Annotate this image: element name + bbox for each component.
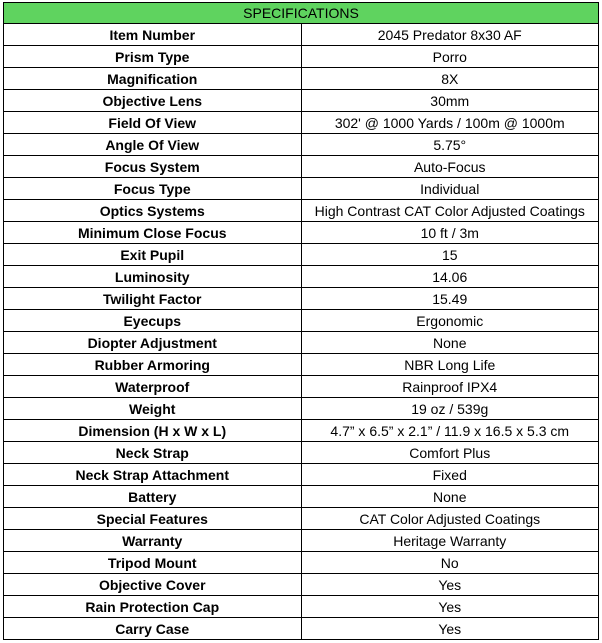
spec-label: Rubber Armoring (4, 354, 302, 376)
spec-value: Yes (301, 618, 599, 640)
spec-label: Minimum Close Focus (4, 222, 302, 244)
spec-label: Optics Systems (4, 200, 302, 222)
table-row (4, 112, 599, 134)
table-row (4, 442, 599, 464)
table-row (4, 24, 599, 46)
spec-label: Dimension (H x W x L) (4, 420, 302, 442)
spec-label: Rain Protection Cap (4, 596, 302, 618)
spec-value: Comfort Plus (301, 442, 599, 464)
spec-label: Weight (4, 398, 302, 420)
table-row (4, 46, 599, 68)
spec-label: Tripod Mount (4, 552, 302, 574)
table-header-row (4, 3, 599, 24)
spec-value: Rainproof IPX4 (301, 376, 599, 398)
spec-label: Objective Cover (4, 574, 302, 596)
table-body (4, 24, 599, 640)
table-row (4, 552, 599, 574)
specifications-table (3, 2, 599, 640)
table-row (4, 376, 599, 398)
spec-label: Neck Strap Attachment (4, 464, 302, 486)
table-row (4, 288, 599, 310)
table-row (4, 332, 599, 354)
spec-value: 30mm (301, 90, 599, 112)
spec-label: Prism Type (4, 46, 302, 68)
table-row (4, 618, 599, 640)
spec-label: Angle Of View (4, 134, 302, 156)
spec-label: Diopter Adjustment (4, 332, 302, 354)
spec-value: 302' @ 1000 Yards / 100m @ 1000m (301, 112, 599, 134)
spec-value: Ergonomic (301, 310, 599, 332)
spec-label: Magnification (4, 68, 302, 90)
spec-label: Twilight Factor (4, 288, 302, 310)
table-row (4, 486, 599, 508)
spec-value: High Contrast CAT Color Adjusted Coatings (301, 200, 599, 222)
table-row (4, 266, 599, 288)
table-row (4, 222, 599, 244)
spec-value: Porro (301, 46, 599, 68)
spec-label: Objective Lens (4, 90, 302, 112)
spec-label: Focus Type (4, 178, 302, 200)
table-row (4, 244, 599, 266)
table-row (4, 68, 599, 90)
table-row (4, 178, 599, 200)
spec-label: Special Features (4, 508, 302, 530)
spec-value: Heritage Warranty (301, 530, 599, 552)
table-row (4, 310, 599, 332)
spec-label: Eyecups (4, 310, 302, 332)
spec-value: No (301, 552, 599, 574)
spec-value: 14.06 (301, 266, 599, 288)
table-row (4, 398, 599, 420)
table-row (4, 200, 599, 222)
spec-label: Waterproof (4, 376, 302, 398)
spec-label: Item Number (4, 24, 302, 46)
spec-value: Yes (301, 596, 599, 618)
spec-value: 4.7” x 6.5” x 2.1” / 11.9 x 16.5 x 5.3 cm (301, 420, 599, 442)
spec-value: Individual (301, 178, 599, 200)
spec-value: None (301, 486, 599, 508)
spec-label: Warranty (4, 530, 302, 552)
spec-value: CAT Color Adjusted Coatings (301, 508, 599, 530)
spec-value: 10 ft / 3m (301, 222, 599, 244)
spec-value: 2045 Predator 8x30 AF (301, 24, 599, 46)
spec-value: NBR Long Life (301, 354, 599, 376)
table-row (4, 464, 599, 486)
spec-label: Carry Case (4, 618, 302, 640)
spec-value: Fixed (301, 464, 599, 486)
spec-value: 15 (301, 244, 599, 266)
table-row (4, 420, 599, 442)
table-row (4, 156, 599, 178)
spec-label: Exit Pupil (4, 244, 302, 266)
spec-label: Neck Strap (4, 442, 302, 464)
spec-label: Focus System (4, 156, 302, 178)
table-row (4, 574, 599, 596)
spec-value: 8X (301, 68, 599, 90)
spec-value: 15.49 (301, 288, 599, 310)
spec-value: Auto-Focus (301, 156, 599, 178)
table-row (4, 596, 599, 618)
table-row (4, 354, 599, 376)
spec-value: 19 oz / 539g (301, 398, 599, 420)
table-row (4, 90, 599, 112)
table-title: SPECIFICATIONS (4, 3, 599, 24)
spec-label: Field Of View (4, 112, 302, 134)
spec-value: None (301, 332, 599, 354)
table-row (4, 530, 599, 552)
spec-label: Battery (4, 486, 302, 508)
spec-value: Yes (301, 574, 599, 596)
spec-label: Luminosity (4, 266, 302, 288)
table-row (4, 134, 599, 156)
spec-value: 5.75° (301, 134, 599, 156)
table-row (4, 508, 599, 530)
